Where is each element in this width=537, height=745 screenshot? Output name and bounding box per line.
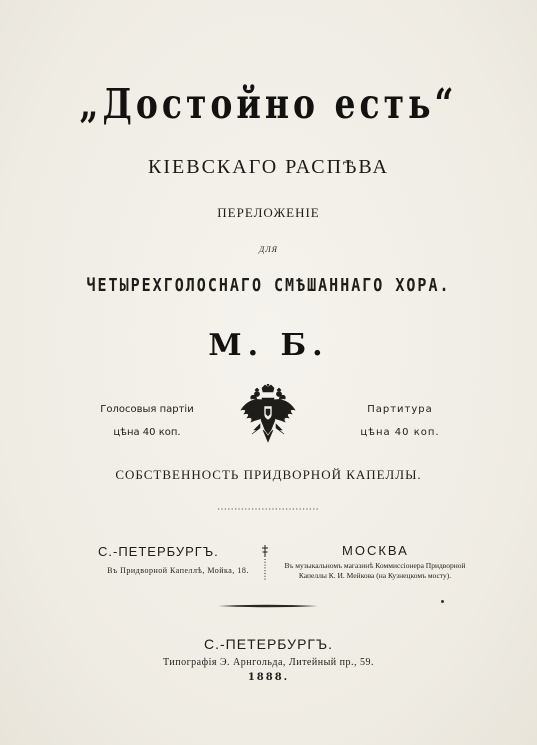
- arrangement-label: ПЕРЕЛОЖЕНІЕ: [217, 205, 320, 220]
- ornamental-rule: [218, 603, 318, 609]
- dotted-divider: [218, 507, 318, 511]
- score-label: Партитура: [367, 404, 433, 415]
- parts-label: Голосовыя партіи: [100, 404, 194, 415]
- moscow-address-line-1: Въ музыкальномъ магазинѣ Коммиссіонера Придворной: [284, 561, 466, 570]
- for-word: ДЛЯ: [259, 245, 278, 254]
- ownership-line: СОБСТВЕННОСТЬ ПРИДВОРНОЙ КАПЕЛЛЫ.: [115, 467, 422, 482]
- publication-year: 1888.: [247, 672, 290, 683]
- score-price-block: [335, 398, 465, 444]
- chant-subtitle: КІЕВСКАГО РАСПѢВА: [148, 156, 389, 178]
- choir-description: ЧЕТЫРЕХГОЛОСНАГО СМѢШАННАГО ХОРА.: [86, 274, 451, 296]
- parts-price: цѣна 40 коп.: [113, 427, 181, 438]
- work-title: „Достойно есть“: [79, 79, 458, 128]
- spb-publisher-address: Въ Придворной Капеллѣ, Мойка, 18.: [107, 566, 249, 575]
- author-initials: М. Б.: [208, 328, 329, 363]
- paper-speck: [441, 600, 444, 603]
- moscow-address-line-2: Капеллы К. И. Мейкова (на Кузнецкомъ мосту).: [298, 571, 452, 580]
- printer-city: С.-ПЕТЕРБУРГЪ.: [204, 636, 333, 652]
- moscow-publisher-address: [272, 561, 478, 581]
- parts-price-block: [82, 398, 212, 444]
- cross-divider-icon: [260, 545, 270, 581]
- score-price: цѣна 40 коп.: [360, 427, 440, 438]
- spb-publisher-city: С.-ПЕТЕРБУРГЪ.: [98, 544, 219, 559]
- double-headed-eagle-icon: [238, 384, 298, 446]
- printer-address: Типографія Э. Арнгольда, Литейный пр., 59.: [163, 657, 374, 668]
- moscow-publisher-city: МОСКВА: [342, 543, 409, 558]
